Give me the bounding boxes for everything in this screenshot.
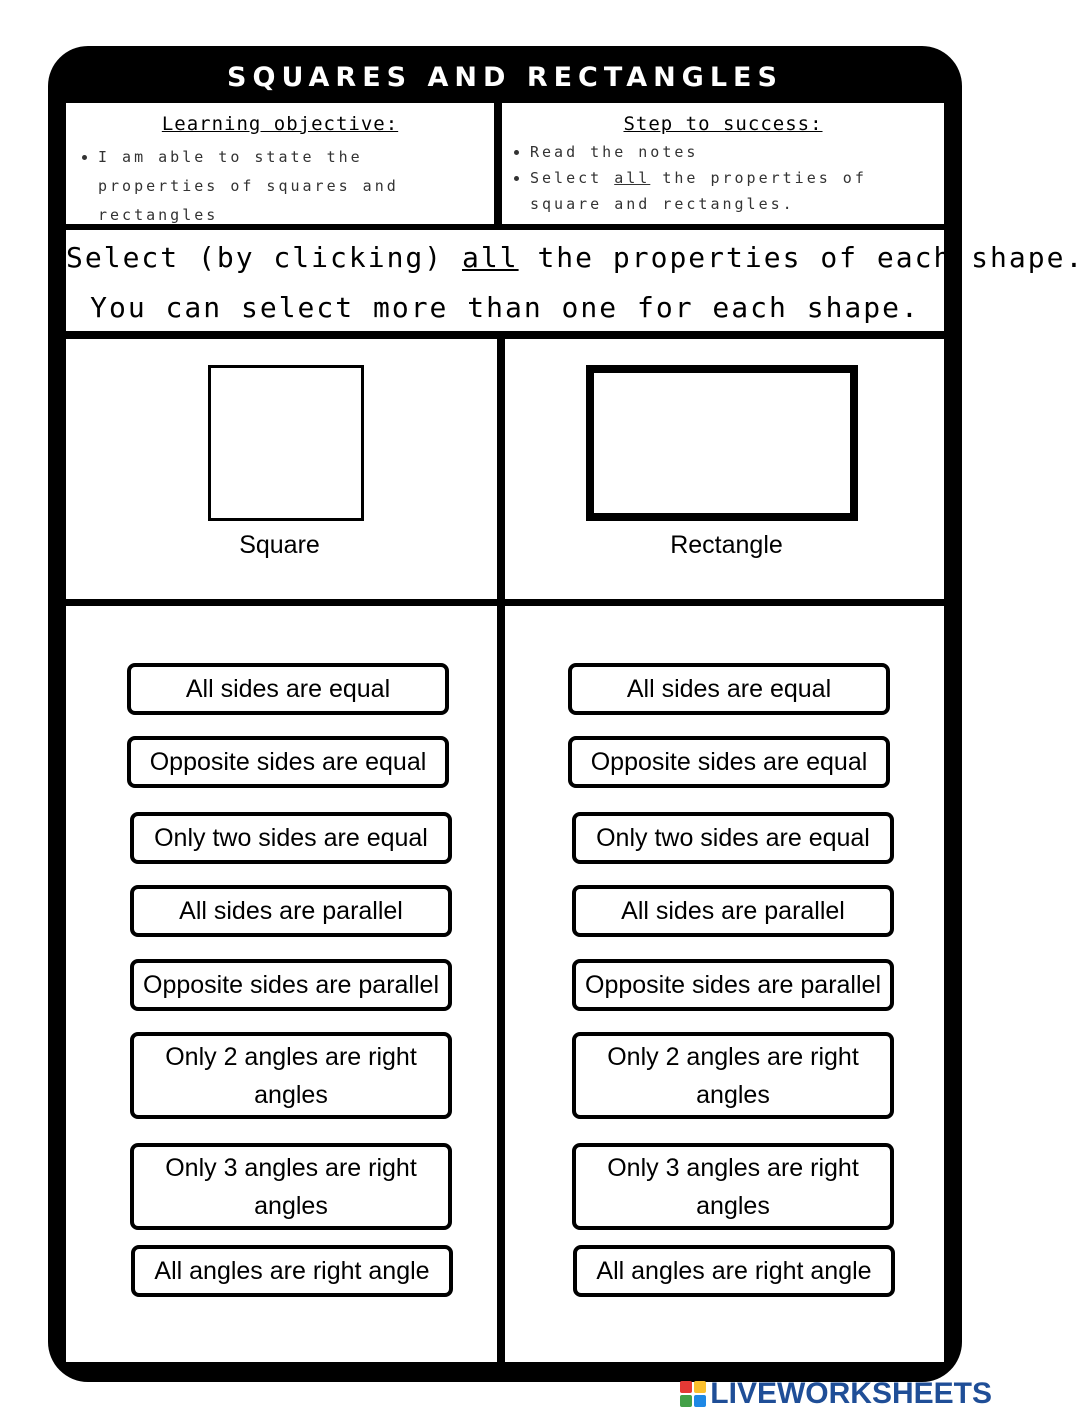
square-label: Square	[239, 531, 320, 559]
liveworksheets-mark-icon	[680, 1381, 706, 1407]
square-option-button[interactable]: Only 3 angles are right angles	[130, 1143, 452, 1230]
step-text: Select	[530, 169, 615, 187]
step-item	[530, 165, 936, 217]
rectangle-option-button[interactable]: Only two sides are equal	[572, 812, 894, 864]
square-option-button[interactable]: All sides are parallel	[130, 885, 452, 937]
rectangle-option-button[interactable]: Only 3 angles are right angles	[572, 1143, 894, 1230]
square-option-button[interactable]: All sides are equal	[127, 663, 449, 715]
page-title: SQUARES AND RECTANGLES	[227, 62, 783, 93]
instruction-emphasis: all	[462, 241, 519, 274]
logo-square	[680, 1395, 692, 1407]
learning-objective-list	[66, 143, 486, 230]
rectangle-option-button[interactable]: All sides are parallel	[572, 885, 894, 937]
rectangle-options-panel	[505, 606, 944, 1362]
rectangle-option-button[interactable]: Opposite sides are equal	[568, 736, 890, 788]
logo-square	[694, 1395, 706, 1407]
instruction-line-1	[66, 236, 1084, 280]
square-shape	[208, 365, 364, 521]
square-option-button[interactable]: Opposite sides are parallel	[130, 959, 452, 1011]
rectangle-panel	[505, 339, 944, 599]
rectangle-option-button[interactable]: All angles are right angle	[573, 1245, 895, 1297]
step-text: the properties of square and rectangles.	[530, 169, 867, 213]
square-option-button[interactable]: Only two sides are equal	[130, 812, 452, 864]
steps-list	[502, 139, 936, 217]
rectangle-shape	[586, 365, 858, 521]
square-panel	[66, 339, 497, 599]
steps-to-success-panel	[502, 103, 944, 224]
step-item: • Read the notes	[530, 139, 936, 165]
square-option-button[interactable]: Only 2 angles are right angles	[130, 1032, 452, 1119]
steps-to-success-heading: Step to success:	[623, 113, 823, 135]
instruction-text: Select (by clicking)	[66, 241, 463, 274]
rectangle-label: Rectangle	[670, 531, 783, 559]
learning-objective-item: • I am able to state the properties of squares and rectangles	[98, 143, 486, 230]
rectangle-option-button[interactable]: All sides are equal	[568, 663, 890, 715]
rectangle-option-button[interactable]: Opposite sides are parallel	[572, 959, 894, 1011]
step-emphasis: all	[614, 169, 651, 187]
liveworksheets-logo	[680, 1378, 992, 1410]
instructions-panel	[66, 230, 1084, 331]
learning-objective-heading: Learning objective:	[161, 113, 399, 135]
square-options-panel	[66, 606, 497, 1362]
liveworksheets-wordmark: LIVEWORKSHEETS	[710, 1377, 992, 1410]
logo-square	[694, 1381, 706, 1393]
logo-square	[680, 1381, 692, 1393]
square-option-button[interactable]: Opposite sides are equal	[127, 736, 449, 788]
instruction-line-2: You can select more than one for each shape.	[90, 291, 920, 324]
instruction-text: the properties of each shape.	[518, 241, 1084, 274]
square-option-button[interactable]: All angles are right angle	[131, 1245, 453, 1297]
rectangle-option-button[interactable]: Only 2 angles are right angles	[572, 1032, 894, 1119]
learning-objective-panel	[66, 103, 494, 224]
